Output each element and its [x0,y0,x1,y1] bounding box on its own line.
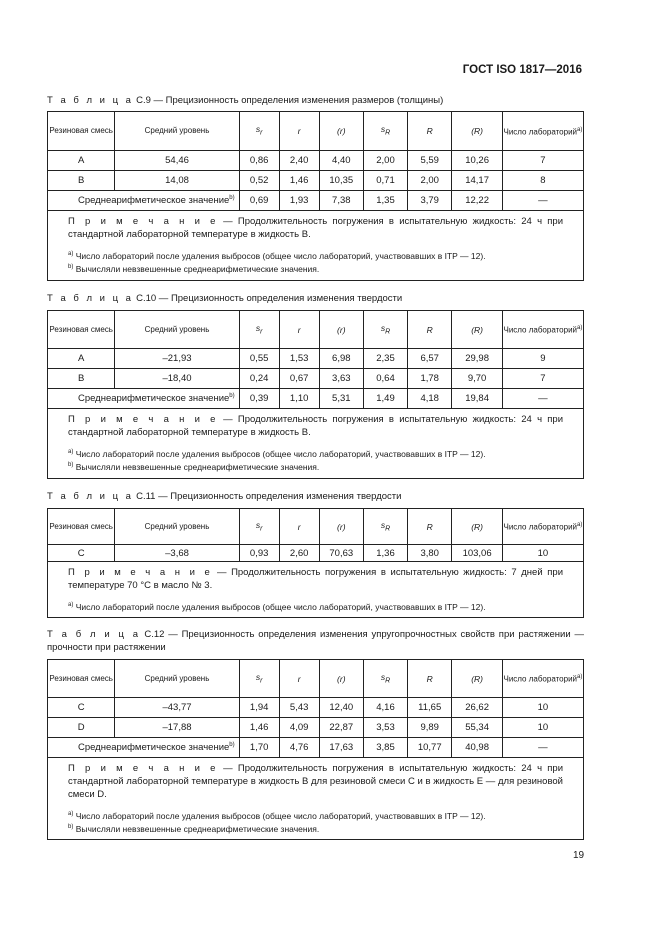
table-label: Т а б л и ц а [47,95,134,106]
col-R-paren: (R) [452,660,503,698]
table-cell: 0,24 [239,369,279,389]
table-cell: 1,46 [239,718,279,738]
table-cell: –17,88 [115,718,239,738]
note-row [48,562,584,618]
table-cell: 5,43 [279,698,319,718]
mean-label: Среднеарифметическое значение$^{b)}$ [48,738,240,758]
table-cell: –3,68 [115,545,239,562]
table-cell: 14,08 [115,171,239,191]
note-row [48,211,584,281]
col-r-paren: (r) [319,660,363,698]
table-title: С.12 — Прецизионность определения изменения упругопрочностных свойств при растяжении — прочности при растяжении [47,629,584,653]
col-R: R [408,660,452,698]
table-cell: 1,70 [239,738,279,758]
precision-table-c12 [47,659,584,840]
table-cell: 40,98 [452,738,503,758]
mean-row [48,191,584,211]
table-cell: 17,63 [319,738,363,758]
table-cell: 0,64 [363,369,407,389]
footnote-a: $^{a)}$ Число лабораторий после удаления выбросов (общее число лабораторий, участвовавших в ITP — 12). [68,810,486,821]
table-cell: 103,06 [452,545,503,562]
table-cell: 10,77 [408,738,452,758]
col-labs: Число лабораторий$^{a)}$ [502,311,583,349]
col-r-paren: (r) [319,509,363,545]
table-cell: 55,34 [452,718,503,738]
table-cell: –18,40 [115,369,239,389]
table-row [48,171,584,191]
table-cell: –43,77 [115,698,239,718]
table-note: П р и м е ч а н и е — Продолжительность погружения в испытательную жидкость: 24 ч при стандартной лабораторной температуре в жидкость B. $^{a)}$ Число лабораторий после удаления выбросов (общее число лабораторий, участвовавших в ITP — 12). $^{b)}$ Вычисляли невзвешенные среднеарифметические значения. [48,211,584,281]
col-r: r [279,660,319,698]
table-cell: 1,10 [279,389,319,409]
col-mix: Резиновая смесь [48,112,115,151]
table-cell: 3,79 [408,191,452,211]
table-cell: 6,98 [319,349,363,369]
table-title: С.10 — Прецизионность определения изменения твердости [136,293,403,304]
table-cell: 2,40 [279,151,319,171]
table-cell: 3,80 [408,545,452,562]
footnote-a: $^{a)}$ Число лабораторий после удаления выбросов (общее число лабораторий, участвовавших в ITP — 12). [68,601,486,612]
col-r: r [279,112,319,151]
table-cell: C [48,698,115,718]
table-cell: 1,94 [239,698,279,718]
col-R-paren: (R) [452,311,503,349]
table-cell: 5,59 [408,151,452,171]
table-cell: 0,55 [239,349,279,369]
table-row [48,545,584,562]
col-sR: $s_R$ [363,311,407,349]
col-mix: Резиновая смесь [48,660,115,698]
table-cell: 9,70 [452,369,503,389]
table-row [48,369,584,389]
table-cell: 4,16 [363,698,407,718]
table-cell: 4,18 [408,389,452,409]
table-cell: 10 [502,545,583,562]
table-cell: 9,89 [408,718,452,738]
table-cell: 0,52 [239,171,279,191]
table-cell: 22,87 [319,718,363,738]
table-cell: 12,40 [319,698,363,718]
table-caption [47,292,584,305]
col-sr: $s_r$ [239,311,279,349]
table-cell: 1,36 [363,545,407,562]
table-cell: 8 [502,171,583,191]
table-caption [47,490,584,503]
col-labs: Число лабораторий$^{a)}$ [502,509,583,545]
col-r: r [279,509,319,545]
table-cell: 1,49 [363,389,407,409]
table-cell: 10 [502,718,583,738]
table-cell: 3,85 [363,738,407,758]
table-cell: 1,78 [408,369,452,389]
table-cell: 54,46 [115,151,239,171]
table-cell: 10,35 [319,171,363,191]
table-cell: — [502,389,583,409]
header-row [48,509,584,545]
table-label: Т а б л и ц а [47,491,134,502]
table-cell: 26,62 [452,698,503,718]
table-cell: 4,76 [279,738,319,758]
table-cell: 10 [502,698,583,718]
col-mix: Резиновая смесь [48,509,115,545]
table-row [48,698,584,718]
table-cell: B [48,369,115,389]
table-cell: 5,31 [319,389,363,409]
table-cell: 7 [502,369,583,389]
table-cell: 7,38 [319,191,363,211]
mean-label: Среднеарифметическое значение$^{b)}$ [48,389,240,409]
mean-row [48,738,584,758]
precision-table-c11 [47,508,584,618]
table-cell: 1,46 [279,171,319,191]
header-row [48,660,584,698]
table-cell: — [502,191,583,211]
table-cell: 0,39 [239,389,279,409]
col-R: R [408,509,452,545]
table-cell: B [48,171,115,191]
col-R-paren: (R) [452,112,503,151]
table-cell: A [48,151,115,171]
table-cell: C [48,545,115,562]
table-note: П р и м е ч а н и е — Продолжительность погружения в испытательную жидкость: 7 дней при температуре 70 °С в масло № 3. $^{a)}$ Число лабораторий после удаления выбросов (общее число лабораторий, участвовавших в ITP — 12). [48,562,584,618]
table-cell: 3,53 [363,718,407,738]
table-cell: 1,53 [279,349,319,369]
table-cell: 11,65 [408,698,452,718]
table-caption [47,628,584,654]
table-cell: 0,71 [363,171,407,191]
note-row [48,758,584,840]
table-cell: 2,00 [363,151,407,171]
col-labs: Число лабораторий$^{a)}$ [502,112,583,151]
col-R-paren: (R) [452,509,503,545]
col-sR: $s_R$ [363,509,407,545]
footnote-b: $^{b)}$ Вычисляли невзвешенные среднеарифметические значения. [68,263,320,274]
table-cell: 2,00 [408,171,452,191]
table-cell: 4,40 [319,151,363,171]
table-note: П р и м е ч а н и е — Продолжительность погружения в испытательную жидкость: 24 ч при стандартной лабораторной температуре в жидкость B. $^{a)}$ Число лабораторий после удаления выбросов (общее число лабораторий, участвовавших в ITP — 12). $^{b)}$ Вычисляли невзвешенные среднеарифметические значения. [48,409,584,479]
table-cell: 70,63 [319,545,363,562]
table-cell: 0,67 [279,369,319,389]
table-cell: — [502,738,583,758]
col-r-paren: (r) [319,311,363,349]
table-cell: 9 [502,349,583,369]
mean-row [48,389,584,409]
col-R: R [408,112,452,151]
footnote-a: $^{a)}$ Число лабораторий после удаления выбросов (общее число лабораторий, участвовавших в ITP — 12). [68,448,486,459]
page-number: 19 [573,850,585,861]
table-cell: 10,26 [452,151,503,171]
header-row [48,311,584,349]
table-row [48,151,584,171]
table-title: С.9 — Прецизионность определения изменения размеров (толщины) [136,95,444,106]
table-cell: 0,93 [239,545,279,562]
table-cell: 3,63 [319,369,363,389]
table-cell: 2,35 [363,349,407,369]
table-cell: 6,57 [408,349,452,369]
table-cell: 14,17 [452,171,503,191]
footnote-b: $^{b)}$ Вычисляли невзвешенные среднеарифметические значения. [68,823,320,834]
col-sr: $s_r$ [239,509,279,545]
footnote-a: $^{a)}$ Число лабораторий после удаления выбросов (общее число лабораторий, участвовавших в ITP — 12). [68,250,486,261]
table-cell: 2,60 [279,545,319,562]
col-sR: $s_R$ [363,660,407,698]
table-cell: D [48,718,115,738]
table-cell: 0,69 [239,191,279,211]
col-sr: $s_r$ [239,112,279,151]
col-R: R [408,311,452,349]
table-cell: 29,98 [452,349,503,369]
table-row [48,718,584,738]
col-mix: Резиновая смесь [48,311,115,349]
table-cell: 7 [502,151,583,171]
col-level: Средний уровень [115,509,239,545]
table-cell: 1,35 [363,191,407,211]
col-sR: $s_R$ [363,112,407,151]
table-label: Т а б л и ц а [47,293,134,304]
table-cell: 12,22 [452,191,503,211]
table-cell: 0,86 [239,151,279,171]
table-title: С.11 — Прецизионность определения изменения твердости [136,491,402,502]
note-row [48,409,584,479]
mean-label: Среднеарифметическое значение$^{b)}$ [48,191,240,211]
col-sr: $s_r$ [239,660,279,698]
document-header: ГОСТ ISO 1817—2016 [462,64,582,76]
col-r: r [279,311,319,349]
table-cell: 19,84 [452,389,503,409]
table-cell: 4,09 [279,718,319,738]
table-cell: A [48,349,115,369]
table-note: П р и м е ч а н и е — Продолжительность погружения в испытательную жидкость: 24 ч при стандартной лабораторной температуре в жидкость B для резиновой смеси C и в жидкость E — для резиновой смеси D. $^{a)}$ Число лабораторий после удаления выбросов (общее число лабораторий, участвовавших в ITP — 12). $^{b)}$ Вычисляли невзвешенные среднеарифметические значения. [48,758,584,840]
col-level: Средний уровень [115,660,239,698]
precision-table-c9 [47,111,584,281]
col-r-paren: (r) [319,112,363,151]
table-caption [47,94,584,107]
col-level: Средний уровень [115,311,239,349]
header-row [48,112,584,151]
col-labs: Число лабораторий$^{a)}$ [502,660,583,698]
col-level: Средний уровень [115,112,239,151]
table-cell: –21,93 [115,349,239,369]
precision-table-c10 [47,310,584,479]
table-cell: 1,93 [279,191,319,211]
footnote-b: $^{b)}$ Вычисляли невзвешенные среднеарифметические значения. [68,461,320,472]
table-label: Т а б л и ц а [47,629,141,640]
table-row [48,349,584,369]
